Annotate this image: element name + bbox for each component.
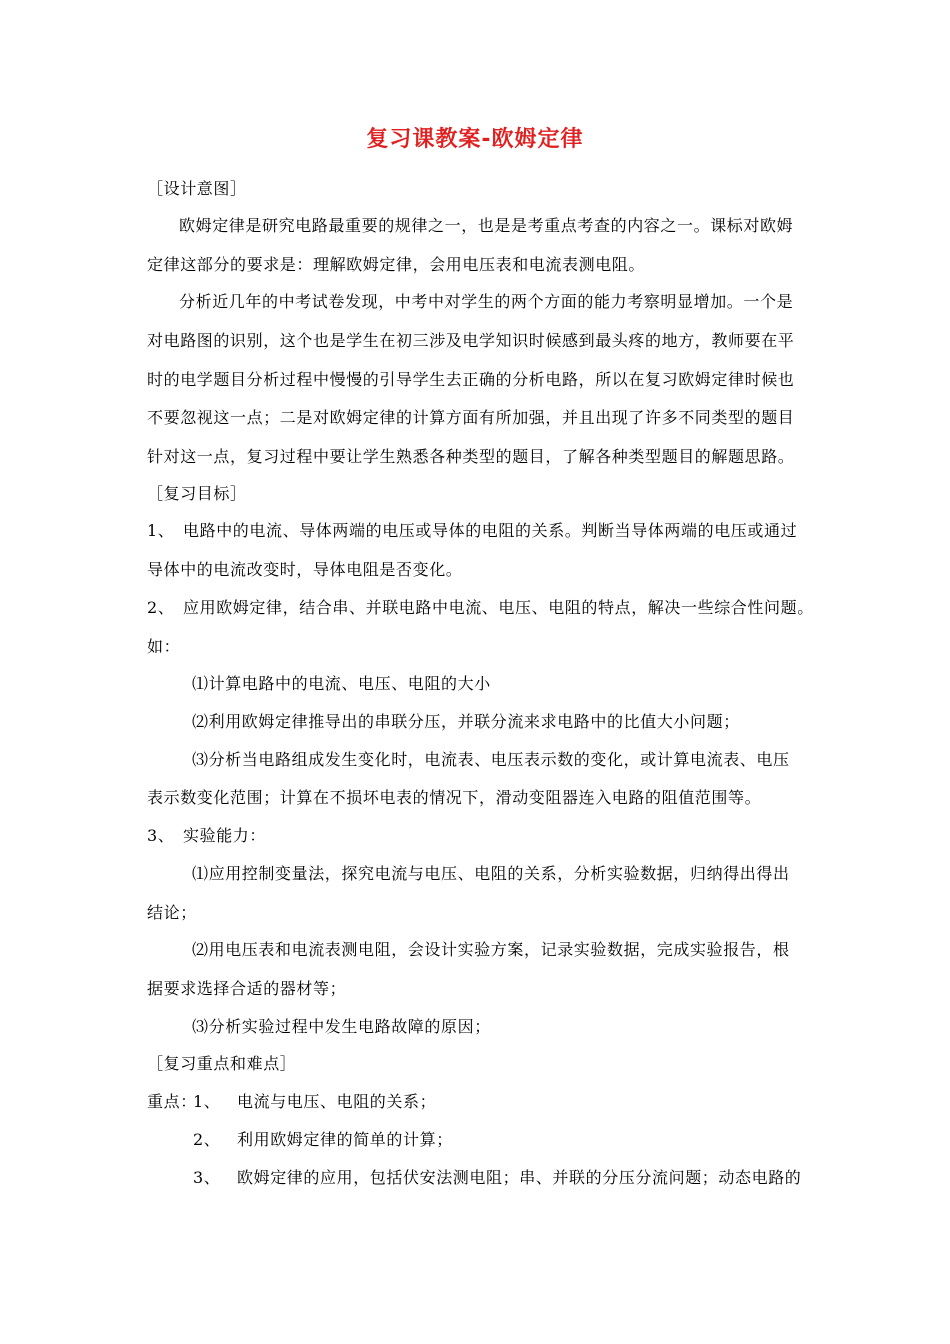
paragraph-line: 导体中的电流改变时，导体电阻是否变化。 xyxy=(147,560,463,579)
sub-item: ⑴应用控制变量法，探究电流与电压、电阻的关系，分析实验数据，归纳得出得出 xyxy=(192,864,790,883)
list-number: 1、 xyxy=(193,1092,221,1111)
list-number: 2、 xyxy=(193,1130,221,1149)
list-item xyxy=(193,1168,801,1188)
list-item xyxy=(193,1130,453,1150)
paragraph-line: 如： xyxy=(147,637,181,656)
list-text: 实验能力： xyxy=(183,826,267,845)
paragraph-line: 针对这一点，复习过程中要让学生熟悉各种类型的题目，了解各种类型题目的解题思路。 xyxy=(147,447,795,466)
paragraph-line: 定律这部分的要求是：理解欧姆定律，会用电压表和电流表测电阻。 xyxy=(147,255,646,274)
sub-item: ⑶分析实验过程中发生电路故障的原因； xyxy=(192,1017,491,1036)
sub-item: ⑶分析当电路组成发生变化时，电流表、电压表示数的变化，或计算电流表、电压 xyxy=(192,750,790,769)
paragraph-line: 表示数变化范围；计算在不损坏电表的情况下，滑动变阻器连入电路的阻值范围等。 xyxy=(147,788,762,807)
sub-item: ⑵用电压表和电流表测电阻，会设计实验方案，记录实验数据，完成实验报告，根 xyxy=(192,940,790,959)
sub-item: ⑴计算电路中的电流、电压、电阻的大小 xyxy=(192,674,491,693)
paragraph-line: 据要求选择合适的器材等； xyxy=(147,979,347,998)
list-number: 2、 xyxy=(147,598,175,617)
sub-item: ⑵利用欧姆定律推导出的串联分压，并联分流来求电路中的比值大小问题； xyxy=(192,712,740,731)
list-text: 利用欧姆定律的简单的计算； xyxy=(237,1130,453,1149)
list-item xyxy=(147,826,266,846)
list-text: 应用欧姆定律，结合串、并联电路中电流、电压、电阻的特点，解决一些综合性问题。 xyxy=(183,598,814,617)
list-item xyxy=(147,1092,436,1112)
list-text: 欧姆定律的应用，包括伏安法测电阻；串、并联的分压分流问题；动态电路的 xyxy=(237,1168,802,1187)
section-heading-goals: ［复习目标］ xyxy=(147,484,247,503)
section-heading-key-points: ［复习重点和难点］ xyxy=(147,1054,297,1073)
paragraph-line: 对电路图的识别，这个也是学生在初三涉及电学知识时候感到最头疼的地方，教师要在平 xyxy=(147,331,795,350)
list-number: 3、 xyxy=(193,1168,221,1187)
paragraph-line: 不要忽视这一点；二是对欧姆定律的计算方面有所加强，并且出现了许多不同类型的题目 xyxy=(147,408,795,427)
paragraph-line: 时的电学题目分析过程中慢慢的引导学生去正确的分析电路，所以在复习欧姆定律时候也 xyxy=(147,370,795,389)
document-title: 复习课教案-欧姆定律 xyxy=(366,127,584,152)
paragraph-line: 结论； xyxy=(147,903,197,922)
list-item xyxy=(147,598,814,618)
key-label: 重点： xyxy=(147,1092,197,1111)
list-text: 电路中的电流、导体两端的电压或导体的电阻的关系。判断当导体两端的电压或通过 xyxy=(183,521,798,540)
list-text: 电流与电压、电阻的关系； xyxy=(237,1092,437,1111)
list-number: 1、 xyxy=(147,521,175,540)
paragraph-line: 分析近几年的中考试卷发现，中考中对学生的两个方面的能力考察明显增加。一个是 xyxy=(179,292,794,311)
section-heading-design-intent: ［设计意图］ xyxy=(147,179,247,198)
paragraph-line: 欧姆定律是研究电路最重要的规律之一，也是是考重点考查的内容之一。课标对欧姆 xyxy=(179,216,794,235)
list-number: 3、 xyxy=(147,826,175,845)
list-item xyxy=(147,521,797,541)
